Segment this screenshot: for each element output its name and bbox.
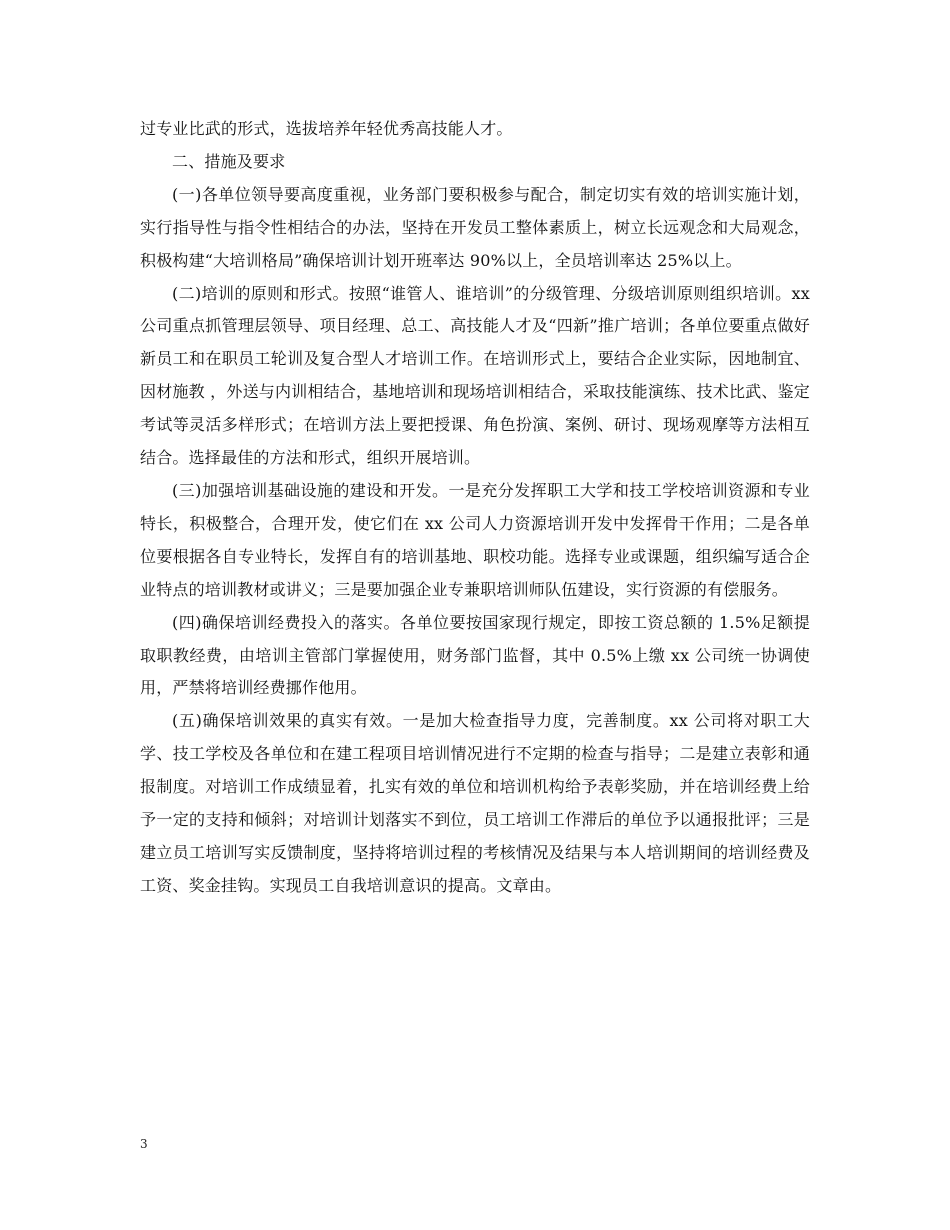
paragraph-item-4: (四)确保培训经费投入的落实。各单位要按国家现行规定，即按工资总额的 1.5%足额提取职教经费，由培训主管部门掌握使用，财务部门监督，其中 0.5%上缴 xx 公司统一协调使用，严禁将培训经费挪作他用。 — [140, 612, 810, 698]
paragraph-continuation: 过专业比武的形式，选拔培养年轻优秀高技能人才。 — [140, 119, 513, 138]
document-body — [140, 113, 810, 903]
paragraph-item-5: (五)确保培训效果的真实有效。一是加大检查指导力度，完善制度。xx 公司将对职工大学、技工学校及各单位和在建工程项目培训情况进行不定期的检查与指导；二是建立表彰和通报制度。对培训工作成绩显着，扎实有效的单位和培训机构给予表彰奖励，并在培训经费上给予一定的支持和倾斜；对培训计划落实不到位，员工培训工作滞后的单位予以通报批评；三是建立员工培训写实反馈制度，坚持将培训过程的考核情况及结果与本人培训期间的培训经费及工资、奖金挂钩。实现员工自我培训意识的提高。文章由。 — [140, 711, 810, 895]
section-heading: 二、措施及要求 — [172, 151, 286, 171]
page-number: 3 — [140, 1137, 148, 1151]
paragraph-item-2: (二)培训的原则和形式。按照“谁管人、谁培训”的分级管理、分级培训原则组织培训。xx 公司重点抓管理层领导、项目经理、总工、高技能人才及“四新”推广培训；各单位要重点做好新员工和在职员工轮训及复合型人才培训工作。在培训形式上，要结合企业实际，因地制宜、因材施教 ，外送与内训相结合，基地培训和现场培训相结合，采取技能演练、技术比武、鉴定考试等灵活多样形式；在培训方法上要把授课、角色扮演、案例、研讨、现场观摩等方法相互结合。选择最佳的方法和形式，组织开展培训。 — [140, 283, 810, 468]
paragraph-item-1: (一)各单位领导要高度重视，业务部门要积极参与配合，制定切实有效的培训实施计划，实行指导性与指令性相结合的办法，坚持在开发员工整体素质上，树立长远观念和大局观念，积极构建“大培训格局”确保培训计划开班率达 90%以上，全员培训率达 25%以上。 — [140, 184, 810, 270]
paragraph-item-3: (三)加强培训基础设施的建设和开发。一是充分发挥职工大学和技工学校培训资源和专业特长，积极整合，合理开发，使它们在 xx 公司人力资源培训开发中发挥骨干作用；二是各单位要根据各自专业特长，发挥自有的培训基地、职校功能。选择专业或课题，组织编写适合企业特点的培训教材或讲义；三是要加强企业专兼职培训师队伍建设，实行资源的有偿服务。 — [140, 480, 810, 599]
